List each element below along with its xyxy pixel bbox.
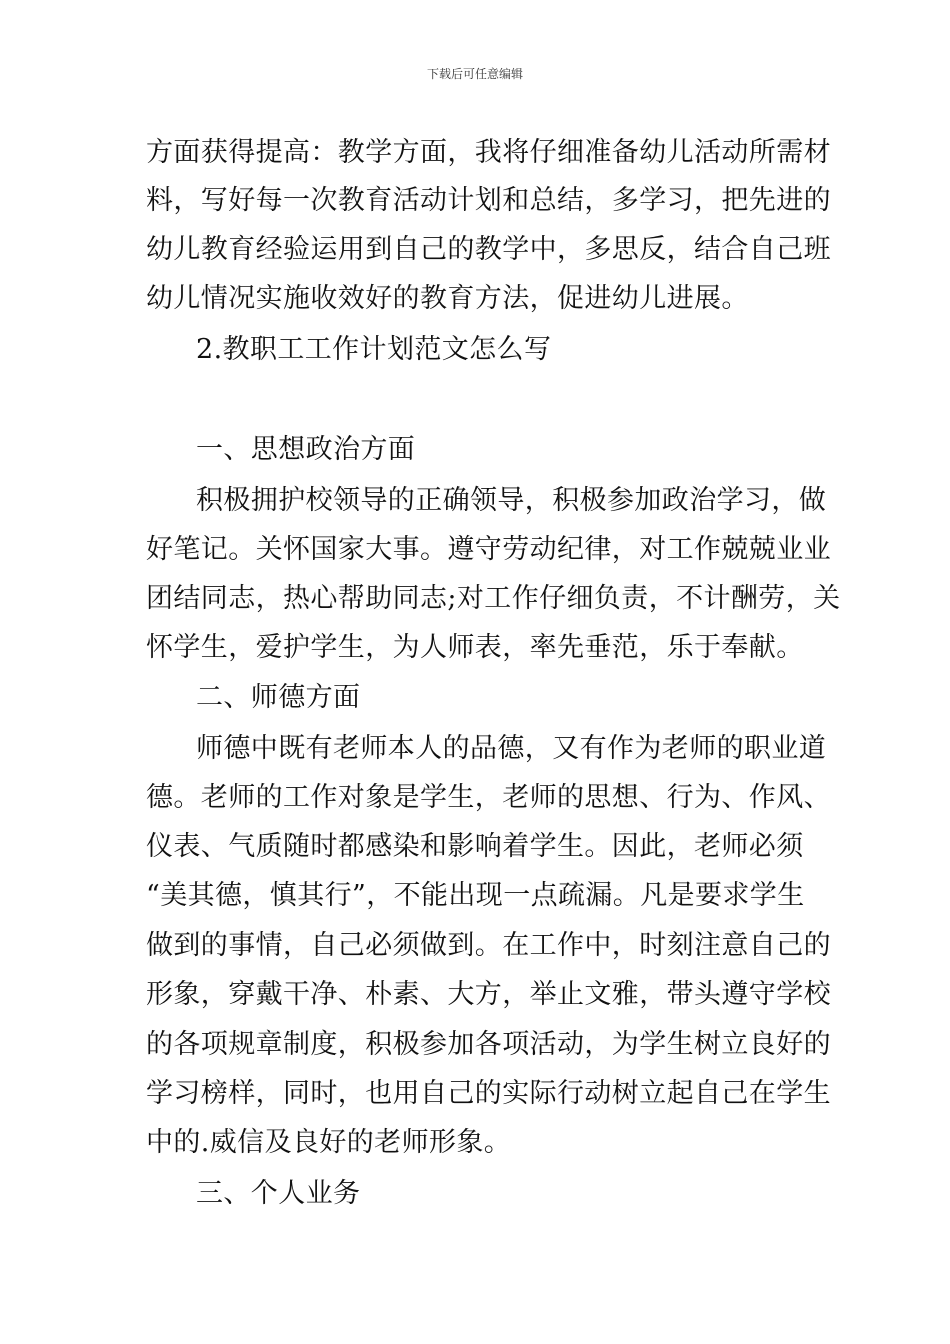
body-line: 的各项规章制度，积极参加各项活动，为学生树立良好的 <box>146 1029 831 1060</box>
body-line: 形象，穿戴干净、朴素、大方，举止文雅，带头遵守学校 <box>146 979 831 1010</box>
body-line: 中的.威信及良好的老师形象。 <box>146 1127 512 1158</box>
body-line: 仪表、气质随时都感染和影响着学生。因此，老师必须 <box>146 831 804 862</box>
section-heading: 三、个人业务 <box>196 1178 361 1209</box>
body-line: 幼儿情况实施收效好的教育方法，促进幼儿进展。 <box>146 283 749 314</box>
body-line: 做到的事情，自己必须做到。在工作中，时刻注意自己的 <box>146 930 831 961</box>
body-line: 学习榜样，同时，也用自己的实际行动树立起自己在学生 <box>146 1078 831 1109</box>
body-line: 怀学生，爱护学生，为人师表，率先垂范，乐于奉献。 <box>146 632 804 663</box>
page-header: 下载后可任意编辑 <box>426 67 523 81</box>
body-line: “美其德，慎其行”，不能出现一点疏漏。凡是要求学生 <box>146 880 805 911</box>
paragraph-first-line: 师德中既有老师本人的品德，又有作为老师的职业道 <box>196 733 827 764</box>
section-heading: 一、思想政治方面 <box>196 434 416 465</box>
body-line: 团结同志，热心帮助同志;对工作仔细负责，不计酬劳，关 <box>146 583 841 614</box>
body-line: 德。老师的工作对象是学生，老师的思想、行为、作风、 <box>146 782 831 813</box>
section-heading: 2.教职工工作计划范文怎么写 <box>196 334 552 365</box>
paragraph-first-line: 积极拥护校领导的正确领导，积极参加政治学习，做 <box>196 485 827 516</box>
section-heading: 二、师德方面 <box>196 682 361 713</box>
body-line: 方面获得提高：教学方面，我将仔细准备幼儿活动所需材 <box>146 137 831 168</box>
body-line: 好笔记。关怀国家大事。遵守劳动纪律，对工作兢兢业业 <box>146 534 831 565</box>
body-line: 料，写好每一次教育活动计划和总结，多学习，把先进的 <box>146 185 831 216</box>
body-line: 幼儿教育经验运用到自己的教学中，多思反，结合自己班 <box>146 234 831 265</box>
